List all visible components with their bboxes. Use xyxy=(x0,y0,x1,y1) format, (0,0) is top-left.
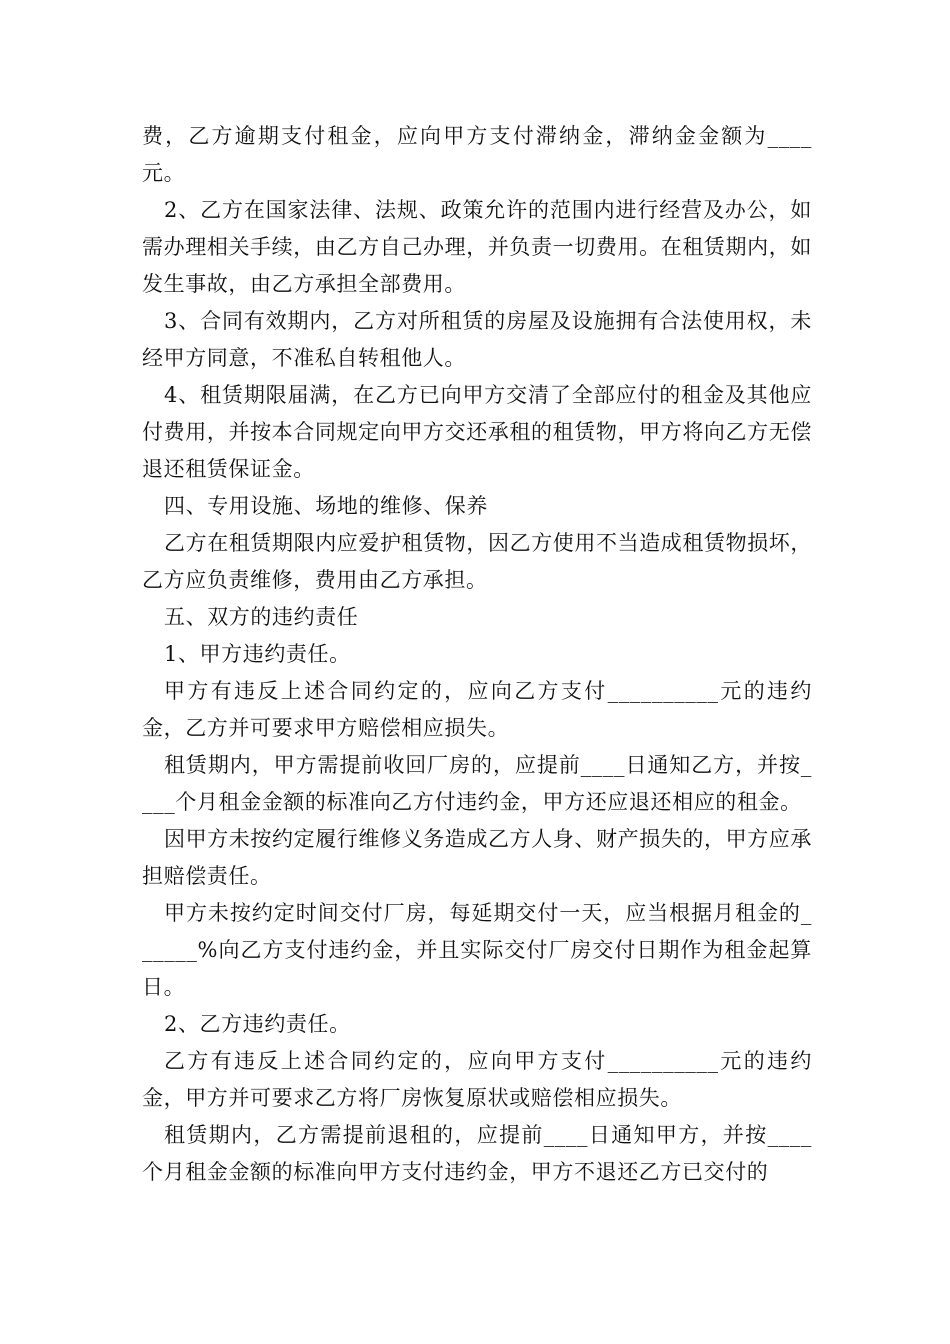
section-heading-maintenance: 四、专用设施、场地的维修、保养 xyxy=(164,494,488,518)
document-body xyxy=(142,118,812,1191)
paragraph-clause-3: 3、合同有效期内，乙方对所租赁的房屋及设施拥有合法使用权，未经甲方同意，不准私自转租他人。 xyxy=(142,309,812,370)
paragraph-late-fee: 费，乙方逾期支付租金，应向甲方支付滞纳金，滞纳金金额为____元。 xyxy=(142,124,812,185)
paragraph-clause-2: 2、乙方在国家法律、法规、政策允许的范围内进行经营及办公，如需办理相关手续，由乙方自己办理，并负责一切费用。在租赁期内，如发生事故，由乙方承担全部费用。 xyxy=(142,198,812,296)
section-heading-liability: 五、双方的违约责任 xyxy=(164,605,359,629)
paragraph-party-a-late-delivery: 甲方未按约定时间交付厂房，每延期交付一天，应当根据月租金的______%向乙方支付违约金，并且实际交付厂房交付日期作为租金起算日。 xyxy=(142,901,812,999)
paragraph-party-b-penalty: 乙方有违反上述合同约定的，应向甲方支付__________元的违约金，甲方并可要求乙方将厂房恢复原状或赔偿相应损失。 xyxy=(142,1049,812,1110)
paragraph-party-a-maintenance-liability: 因甲方未按约定履行维修义务造成乙方人身、财产损失的，甲方应承担赔偿责任。 xyxy=(142,827,812,888)
paragraph-maintenance: 乙方在租赁期限内应爱护租赁物，因乙方使用不当造成租赁物损坏，乙方应负责维修，费用由乙方承担。 xyxy=(142,531,812,592)
subheading-party-a-liability: 1、甲方违约责任。 xyxy=(164,642,351,666)
paragraph-party-a-penalty: 甲方有违反上述合同约定的，应向乙方支付__________元的违约金，乙方并可要求甲方赔偿相应损失。 xyxy=(142,679,812,740)
subheading-party-b-liability: 2、乙方违约责任。 xyxy=(164,1012,351,1036)
paragraph-party-a-early-recall: 租赁期内，甲方需提前收回厂房的，应提前____日通知乙方，并按____个月租金金额的标准向乙方付违约金，甲方还应退还相应的租金。 xyxy=(142,753,812,814)
paragraph-clause-4: 4、租赁期限届满，在乙方已向甲方交清了全部应付的租金及其他应付费用，并按本合同规定向甲方交还承租的租赁物，甲方将向乙方无偿退还租赁保证金。 xyxy=(142,383,812,481)
paragraph-party-b-early-termination: 租赁期内，乙方需提前退租的，应提前____日通知甲方，并按____个月租金金额的标准向甲方支付违约金，甲方不退还乙方已交付的 xyxy=(142,1123,812,1184)
